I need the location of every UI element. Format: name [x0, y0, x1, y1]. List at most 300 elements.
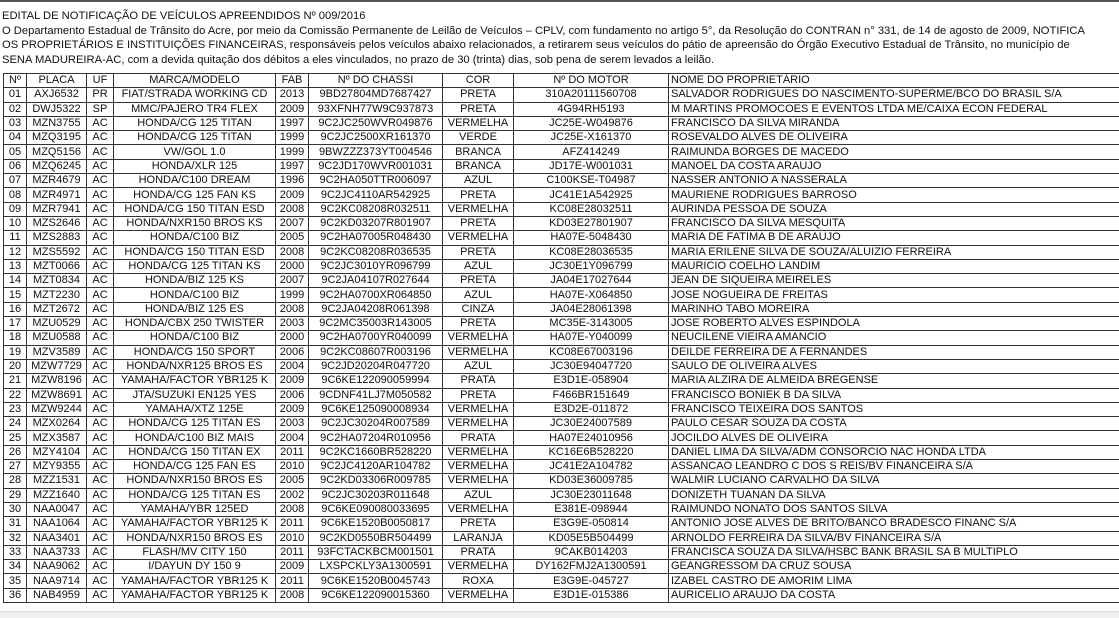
cell-motor: HA07E24010956	[514, 431, 669, 445]
cell-marca-modelo: HONDA/C100 DREAM	[114, 174, 276, 188]
cell-motor: KD05E5B504499	[514, 531, 669, 545]
cell-proprietario: ASSANCAO LEANDRO C DOS S REIS/BV FINANCEIRA S/A	[669, 460, 1119, 474]
cell-uf: AC	[87, 259, 114, 273]
cell-placa: NAA0047	[27, 502, 87, 516]
cell-cor: PRETA	[443, 188, 514, 202]
table-row	[4, 374, 1119, 388]
cell-marca-modelo: HONDA/CG 150 SPORT	[114, 345, 276, 359]
notice-line: O Departamento Estadual de Trânsito do Acre, por meio da Comissão Permanente de Leilão de Veículos – CPLV, com fundamento no artigo 5°, da Resolução do CONTRAN n° 331, de 14 de agosto de 2009, NOTIFICA	[2, 24, 1119, 39]
table-row	[4, 288, 1119, 302]
cell-marca-modelo: HONDA/CG 125 TITAN ES	[114, 488, 276, 502]
cell-chassi: 9C2JC30204R007589	[309, 417, 443, 431]
cell-placa: MZX0264	[27, 417, 87, 431]
cell-fab: 2008	[276, 588, 309, 602]
cell-marca-modelo: I/DAYUN DY 150 9	[114, 560, 276, 574]
cell-motor: JC41E2A104782	[514, 460, 669, 474]
cell-cor: VERMELHA	[443, 116, 514, 130]
cell-cor: PRETA	[443, 88, 514, 102]
cell-motor: HA07E-X064850	[514, 288, 669, 302]
cell-marca-modelo: HONDA/CG 125 FAN ES	[114, 460, 276, 474]
cell-numero: 34	[4, 560, 27, 574]
cell-uf: AC	[87, 345, 114, 359]
table-row	[4, 145, 1119, 159]
cell-uf: AC	[87, 216, 114, 230]
cell-marca-modelo: YAMAHA/XTZ 125E	[114, 402, 276, 416]
cell-marca-modelo: YAMAHA/FACTOR YBR125 K	[114, 574, 276, 588]
cell-fab: 1999	[276, 131, 309, 145]
cell-cor: VERMELHA	[443, 231, 514, 245]
cell-numero: 33	[4, 545, 27, 559]
cell-numero: 01	[4, 88, 27, 102]
cell-placa: MZW9244	[27, 402, 87, 416]
cell-fab: 2007	[276, 216, 309, 230]
cell-fab: 2008	[276, 302, 309, 316]
cell-uf: AC	[87, 445, 114, 459]
cell-motor: JC25E-X161370	[514, 131, 669, 145]
table-row	[4, 402, 1119, 416]
cell-uf: AC	[87, 402, 114, 416]
cell-cor: BRANCA	[443, 159, 514, 173]
cell-proprietario: DEILDE FERREIRA DE A FERNANDES	[669, 345, 1119, 359]
cell-chassi: 9C2JC4120AR104782	[309, 460, 443, 474]
table-row	[4, 202, 1119, 216]
cell-marca-modelo: YAMAHA/FACTOR YBR125 K	[114, 517, 276, 531]
cell-fab: 2009	[276, 374, 309, 388]
cell-proprietario: JOSE ROBERTO ALVES ESPINDOLA	[669, 317, 1119, 331]
cell-marca-modelo: HONDA/NXR125 BROS ES	[114, 359, 276, 373]
cell-uf: AC	[87, 159, 114, 173]
cell-placa: MZY4104	[27, 445, 87, 459]
cell-cor: PRETA	[443, 216, 514, 230]
cell-fab: 2010	[276, 460, 309, 474]
cell-marca-modelo: HONDA/CG 125 TITAN KS	[114, 259, 276, 273]
cell-marca-modelo: JTA/SUZUKI EN125 YES	[114, 388, 276, 402]
cell-placa: NAA3733	[27, 545, 87, 559]
cell-marca-modelo: YAMAHA/FACTOR YBR125 K	[114, 374, 276, 388]
cell-chassi: 9C6KE1520B0050817	[309, 517, 443, 531]
cell-uf: AC	[87, 417, 114, 431]
cell-marca-modelo: HONDA/C100 BIZ	[114, 231, 276, 245]
cell-chassi: 9C6KE122090059994	[309, 374, 443, 388]
table-row	[4, 474, 1119, 488]
cell-numero: 22	[4, 388, 27, 402]
cell-placa: DWJ5322	[27, 102, 87, 116]
table-row	[4, 188, 1119, 202]
notice-line: OS PROPRIETÁRIOS E INSTITUIÇÕES FINANCEIRAS, responsáveis pelos veículos abaixo relacionados, a retirarem seus veículos do pátio de apreensão do Órgão Executivo Estadual de Trânsito, no município de	[2, 38, 1119, 53]
cell-placa: AXJ6532	[27, 88, 87, 102]
table-row	[4, 216, 1119, 230]
cell-fab: 1997	[276, 159, 309, 173]
cell-uf: AC	[87, 374, 114, 388]
cell-uf: AC	[87, 288, 114, 302]
cell-numero: 02	[4, 102, 27, 116]
cell-marca-modelo: HONDA/CG 150 TITAN EX	[114, 445, 276, 459]
cell-fab: 2011	[276, 517, 309, 531]
cell-placa: NAA1064	[27, 517, 87, 531]
cell-proprietario: MANOEL DA COSTA ARAUJO	[669, 159, 1119, 173]
cell-motor: E3D2E-011872	[514, 402, 669, 416]
cell-uf: AC	[87, 574, 114, 588]
cell-chassi: 93XFNH77W9C937873	[309, 102, 443, 116]
table-row	[4, 388, 1119, 402]
cell-proprietario: MARIA ERILENE SILVA DE SOUZA/ALUIZIO FERREIRA	[669, 245, 1119, 259]
cell-proprietario: IZABEL CASTRO DE AMORIM LIMA	[669, 574, 1119, 588]
cell-cor: PRETA	[443, 274, 514, 288]
cell-proprietario: GEANGRESSOM DA CRUZ SOUSA	[669, 560, 1119, 574]
cell-fab: 2003	[276, 317, 309, 331]
cell-numero: 12	[4, 245, 27, 259]
cell-placa: MZS5592	[27, 245, 87, 259]
cell-uf: AC	[87, 545, 114, 559]
cell-uf: AC	[87, 560, 114, 574]
notice-line: SENA MADUREIRA-AC, com a devida quitação dos débitos a eles vinculados, no prazo de 30 (trinta) dias, sob pena de serem levados a leilão.	[2, 53, 1119, 68]
cell-cor: AZUL	[443, 174, 514, 188]
cell-chassi: 9C6KE122090015360	[309, 588, 443, 602]
cell-proprietario: SAULO DE OLIVEIRA ALVES	[669, 359, 1119, 373]
cell-chassi: 9C2JC30203R011648	[309, 488, 443, 502]
cell-cor: VERMELHA	[443, 345, 514, 359]
table-row	[4, 131, 1119, 145]
cell-fab: 2006	[276, 345, 309, 359]
cell-motor: E381E-098944	[514, 502, 669, 516]
cell-numero: 30	[4, 502, 27, 516]
cell-cor: PRETA	[443, 102, 514, 116]
cell-numero: 08	[4, 188, 27, 202]
cell-proprietario: PAULO CESAR SOUZA DA COSTA	[669, 417, 1119, 431]
cell-chassi: 9C6KE1520B0045743	[309, 574, 443, 588]
cell-motor: HA07E-5048430	[514, 231, 669, 245]
cell-cor: VERMELHA	[443, 588, 514, 602]
cell-fab: 2005	[276, 231, 309, 245]
cell-numero: 26	[4, 445, 27, 459]
cell-cor: VERMELHA	[443, 331, 514, 345]
cell-marca-modelo: HONDA/XLR 125	[114, 159, 276, 173]
cell-fab: 2008	[276, 502, 309, 516]
cell-marca-modelo: HONDA/C100 BIZ	[114, 288, 276, 302]
cell-marca-modelo: HONDA/C100 BIZ	[114, 331, 276, 345]
cell-numero: 14	[4, 274, 27, 288]
cell-motor: JC30E1Y096799	[514, 259, 669, 273]
cell-motor: E3D1E-015386	[514, 588, 669, 602]
cell-numero: 27	[4, 460, 27, 474]
cell-cor: VERMELHA	[443, 474, 514, 488]
cell-cor: VERMELHA	[443, 445, 514, 459]
cell-motor: DY162FMJ2A1300591	[514, 560, 669, 574]
cell-uf: PR	[87, 88, 114, 102]
cell-cor: PRETA	[443, 388, 514, 402]
cell-numero: 17	[4, 317, 27, 331]
cell-motor: JC25E-W049876	[514, 116, 669, 130]
table-row	[4, 560, 1119, 574]
cell-cor: PRETA	[443, 245, 514, 259]
cell-marca-modelo: HONDA/CG 125 TITAN	[114, 116, 276, 130]
cell-chassi: 9C2KD0550BR504499	[309, 531, 443, 545]
cell-chassi: 9C2HA07204R010956	[309, 431, 443, 445]
cell-uf: AC	[87, 116, 114, 130]
top-border	[0, 0, 1119, 2]
cell-cor: AZUL	[443, 359, 514, 373]
cell-motor: JC30E94047720	[514, 359, 669, 373]
table-row	[4, 345, 1119, 359]
cell-fab: 2008	[276, 202, 309, 216]
cell-proprietario: RAIMUNDA BORGES DE MACEDO	[669, 145, 1119, 159]
cell-placa: MZW8196	[27, 374, 87, 388]
cell-proprietario: DANIEL LIMA DA SILVA/ADM CONSORCIO NAC HONDA LTDA	[669, 445, 1119, 459]
table-row	[4, 174, 1119, 188]
cell-uf: AC	[87, 517, 114, 531]
table-row	[4, 302, 1119, 316]
cell-marca-modelo: HONDA/NXR150 BROS ES	[114, 474, 276, 488]
cell-proprietario: JEAN DE SIQUEIRA MEIRELES	[669, 274, 1119, 288]
cell-uf: AC	[87, 302, 114, 316]
cell-marca-modelo: HONDA/BIZ 125 KS	[114, 274, 276, 288]
cell-numero: 13	[4, 259, 27, 273]
cell-placa: MZT2230	[27, 288, 87, 302]
cell-placa: MZT2672	[27, 302, 87, 316]
cell-fab: 2002	[276, 488, 309, 502]
cell-chassi: 9C2JC3010YR096799	[309, 259, 443, 273]
cell-marca-modelo: VW/GOL 1.0	[114, 145, 276, 159]
header-fab: FAB	[276, 74, 309, 88]
cell-numero: 29	[4, 488, 27, 502]
cell-motor: 9CAKB014203	[514, 545, 669, 559]
cell-uf: AC	[87, 317, 114, 331]
cell-chassi: 93FCTACKBCM001501	[309, 545, 443, 559]
cell-uf: AC	[87, 231, 114, 245]
table-row	[4, 317, 1119, 331]
cell-proprietario: RAIMUNDO NONATO DOS SANTOS SILVA	[669, 502, 1119, 516]
cell-uf: AC	[87, 331, 114, 345]
cell-placa: MZW8691	[27, 388, 87, 402]
cell-proprietario: JOCILDO ALVES DE OLIVEIRA	[669, 431, 1119, 445]
table-row	[4, 417, 1119, 431]
cell-cor: VERMELHA	[443, 417, 514, 431]
cell-chassi: 9C2MC35003R143005	[309, 317, 443, 331]
cell-uf: AC	[87, 359, 114, 373]
cell-placa: MZT0834	[27, 274, 87, 288]
cell-cor: VERMELHA	[443, 402, 514, 416]
cell-motor: E3G9E-050814	[514, 517, 669, 531]
cell-chassi: 9C6KE090080033695	[309, 502, 443, 516]
table-row	[4, 231, 1119, 245]
cell-proprietario: ANTONIO JOSE ALVES DE BRITO/BANCO BRADESCO FINANC S/A	[669, 517, 1119, 531]
cell-cor: AZUL	[443, 259, 514, 273]
cell-placa: NAA9714	[27, 574, 87, 588]
cell-chassi: 9C2KD03306R009785	[309, 474, 443, 488]
cell-placa: MZY9355	[27, 460, 87, 474]
cell-proprietario: FRANCISCO BONIEK B DA SILVA	[669, 388, 1119, 402]
cell-placa: NAA3401	[27, 531, 87, 545]
cell-fab: 2008	[276, 245, 309, 259]
cell-chassi: 9C2JD20204R047720	[309, 359, 443, 373]
cell-placa: MZW7729	[27, 359, 87, 373]
cell-fab: 2011	[276, 545, 309, 559]
cell-uf: AC	[87, 174, 114, 188]
cell-motor: E3G9E-045727	[514, 574, 669, 588]
cell-placa: MZT0066	[27, 259, 87, 273]
cell-cor: LARANJA	[443, 531, 514, 545]
cell-motor: HA07E-Y040099	[514, 331, 669, 345]
cell-fab: 2009	[276, 188, 309, 202]
cell-fab: 1996	[276, 174, 309, 188]
cell-numero: 19	[4, 345, 27, 359]
cell-fab: 1999	[276, 145, 309, 159]
cell-cor: VERDE	[443, 131, 514, 145]
table-row	[4, 488, 1119, 502]
cell-chassi: 9C2KD03207R801907	[309, 216, 443, 230]
table-row	[4, 517, 1119, 531]
cell-cor: PRATA	[443, 545, 514, 559]
cell-numero: 15	[4, 288, 27, 302]
cell-cor: PRETA	[443, 517, 514, 531]
cell-marca-modelo: FLASH/MV CITY 150	[114, 545, 276, 559]
cell-motor: JA04E28061398	[514, 302, 669, 316]
cell-marca-modelo: MMC/PAJERO TR4 FLEX	[114, 102, 276, 116]
cell-placa: NAA9062	[27, 560, 87, 574]
cell-cor: PRATA	[443, 431, 514, 445]
cell-chassi: 9C2KC08208R036535	[309, 245, 443, 259]
cell-cor: VERMELHA	[443, 202, 514, 216]
cell-chassi: 9C2KC1660BR528220	[309, 445, 443, 459]
cell-motor: JC41E1A542925	[514, 188, 669, 202]
cell-numero: 23	[4, 402, 27, 416]
table-row	[4, 359, 1119, 373]
cell-uf: AC	[87, 474, 114, 488]
cell-motor: JD17E-W001031	[514, 159, 669, 173]
cell-proprietario: MAURICIO COELHO LANDIM	[669, 259, 1119, 273]
cell-placa: MZR7941	[27, 202, 87, 216]
cell-marca-modelo: HONDA/CG 125 TITAN	[114, 131, 276, 145]
cell-numero: 32	[4, 531, 27, 545]
cell-cor: AZUL	[443, 488, 514, 502]
cell-proprietario: JOSE NOGUEIRA DE FREITAS	[669, 288, 1119, 302]
header-marca-modelo: MARCA/MODELO	[114, 74, 276, 88]
cell-fab: 2010	[276, 531, 309, 545]
cell-chassi: 9C2HA0700YR040099	[309, 331, 443, 345]
cell-numero: 31	[4, 517, 27, 531]
cell-cor: AZUL	[443, 288, 514, 302]
cell-proprietario: FRANCISCA SOUZA DA SILVA/HSBC BANK BRASIL SA B MULTIPLO	[669, 545, 1119, 559]
cell-numero: 09	[4, 202, 27, 216]
cell-chassi: 9C2JC4110AR542925	[309, 188, 443, 202]
cell-chassi: 9C2KC08607R003196	[309, 345, 443, 359]
cell-motor: KD03E36009785	[514, 474, 669, 488]
vehicles-table	[3, 73, 1119, 603]
cell-chassi: 9BD27804MD7687427	[309, 88, 443, 102]
cell-proprietario: NASSER ANTONIO A NASSERALA	[669, 174, 1119, 188]
cell-marca-modelo: YAMAHA/FACTOR YBR125 K	[114, 588, 276, 602]
cell-uf: AC	[87, 431, 114, 445]
cell-motor: KD03E27801907	[514, 216, 669, 230]
cell-cor: PRETA	[443, 317, 514, 331]
cell-fab: 2000	[276, 259, 309, 273]
cell-uf: AC	[87, 274, 114, 288]
cell-uf: AC	[87, 388, 114, 402]
table-row	[4, 159, 1119, 173]
table-row	[4, 274, 1119, 288]
cell-fab: 2006	[276, 388, 309, 402]
cell-numero: 25	[4, 431, 27, 445]
cell-uf: AC	[87, 131, 114, 145]
cell-numero: 07	[4, 174, 27, 188]
cell-placa: MZQ6245	[27, 159, 87, 173]
header-numero: Nº	[4, 74, 27, 88]
cell-chassi: LXSPCKLY3A1300591	[309, 560, 443, 574]
cell-fab: 2011	[276, 445, 309, 459]
cell-placa: MZR4679	[27, 174, 87, 188]
cell-proprietario: FRANCISCO DA SILVA MIRANDA	[669, 116, 1119, 130]
table-row	[4, 531, 1119, 545]
cell-uf: AC	[87, 145, 114, 159]
cell-fab: 2009	[276, 102, 309, 116]
cell-motor: KC08E28036535	[514, 245, 669, 259]
cell-placa: NAB4959	[27, 588, 87, 602]
cell-placa: MZR4971	[27, 188, 87, 202]
cell-proprietario: AURINDA PESSOA DE SOUZA	[669, 202, 1119, 216]
cell-proprietario: WALMIR LUCIANO CARVALHO DA SILVA	[669, 474, 1119, 488]
cell-placa: MZQ3195	[27, 131, 87, 145]
cell-placa: MZS2646	[27, 216, 87, 230]
cell-motor: KC08E67003196	[514, 345, 669, 359]
cell-fab: 2005	[276, 474, 309, 488]
cell-cor: VERMELHA	[443, 460, 514, 474]
cell-fab: 2000	[276, 331, 309, 345]
cell-placa: MZN3755	[27, 116, 87, 130]
cell-chassi: 9C2HA07005R048430	[309, 231, 443, 245]
cell-motor: 310A20111560708	[514, 88, 669, 102]
cell-proprietario: ARNOLDO FERREIRA DA SILVA/BV FINANCEIRA S/A	[669, 531, 1119, 545]
cell-placa: MZS2883	[27, 231, 87, 245]
cell-chassi: 9C2HA0700XR064850	[309, 288, 443, 302]
cell-motor: MC35E-3143005	[514, 317, 669, 331]
cell-numero: 36	[4, 588, 27, 602]
cell-motor: JC30E24007589	[514, 417, 669, 431]
table-row	[4, 588, 1119, 602]
cell-numero: 05	[4, 145, 27, 159]
header-placa: PLACA	[27, 74, 87, 88]
table-row	[4, 88, 1119, 102]
cell-chassi: 9C2JD170WVR001031	[309, 159, 443, 173]
cell-motor: JA04E17027644	[514, 274, 669, 288]
cell-uf: AC	[87, 460, 114, 474]
cell-placa: MZZ1640	[27, 488, 87, 502]
table-row	[4, 116, 1119, 130]
cell-placa: MZU0529	[27, 317, 87, 331]
table-row	[4, 502, 1119, 516]
cell-placa: MZV3589	[27, 345, 87, 359]
cell-uf: AC	[87, 245, 114, 259]
cell-chassi: 9C2HA050TTR006097	[309, 174, 443, 188]
cell-cor: ROXA	[443, 574, 514, 588]
cell-marca-modelo: FIAT/STRADA WORKING CD	[114, 88, 276, 102]
notice-title: EDITAL DE NOTIFICAÇÃO DE VEÍCULOS APREENDIDOS Nº 009/2016	[2, 9, 1119, 24]
cell-numero: 10	[4, 216, 27, 230]
cell-marca-modelo: HONDA/CG 125 TITAN ES	[114, 417, 276, 431]
header-proprietario: NOME DO PROPRIETÁRIO	[669, 74, 1119, 88]
cell-numero: 28	[4, 474, 27, 488]
cell-fab: 1999	[276, 288, 309, 302]
table-row	[4, 545, 1119, 559]
cell-chassi: 9C2JA04208R061398	[309, 302, 443, 316]
header-motor: Nº DO MOTOR	[514, 74, 669, 88]
cell-uf: AC	[87, 188, 114, 202]
table-row	[4, 574, 1119, 588]
cell-fab: 2004	[276, 359, 309, 373]
cell-proprietario: MARIA ALZIRA DE ALMEIDA BREGENSE	[669, 374, 1119, 388]
cell-chassi: 9C2JC250WVR049876	[309, 116, 443, 130]
cell-motor: JC30E23011648	[514, 488, 669, 502]
cell-motor: AFZ414249	[514, 145, 669, 159]
